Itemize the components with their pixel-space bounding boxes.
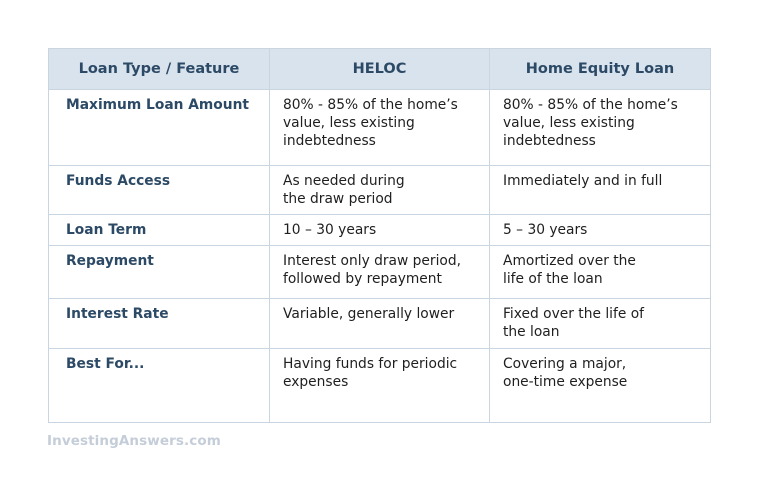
heloc-text: 80% - 85% of the home’s value, less existing indebtedness (283, 97, 458, 149)
row-feature-label (49, 349, 270, 423)
row-feature-label (49, 299, 270, 349)
watermark-logo-text: InvestingAnswers.com (47, 433, 221, 449)
home-equity-text: Immediately and in full (503, 173, 663, 189)
row-feature-label (49, 166, 270, 215)
heloc-text: As needed during the draw period (283, 173, 405, 207)
heloc-cell (270, 246, 490, 299)
row-feature-label (49, 90, 270, 166)
header-home-equity-loan: Home Equity Loan (490, 49, 711, 90)
heloc-cell (270, 166, 490, 215)
home-equity-text: 80% - 85% of the home’s value, less existing indebtedness (503, 97, 678, 149)
home-equity-cell (490, 349, 711, 423)
home-equity-cell (490, 166, 711, 215)
home-equity-text: Covering a major, one-time expense (503, 356, 628, 390)
heloc-cell (270, 90, 490, 166)
feature-text: Funds Access (66, 173, 171, 189)
home-equity-cell (490, 299, 711, 349)
table-row (49, 349, 711, 423)
header-heloc: HELOC (270, 49, 490, 90)
heloc-cell (270, 215, 490, 246)
header-feature: Loan Type / Feature (49, 49, 270, 90)
header-row (49, 49, 711, 90)
feature-text: Interest Rate (66, 306, 169, 322)
home-equity-text: Amortized over the life of the loan (503, 253, 636, 287)
home-equity-cell (490, 90, 711, 166)
feature-text: Maximum Loan Amount (66, 97, 250, 113)
row-feature-label (49, 215, 270, 246)
heloc-text: Variable, generally lower (283, 306, 455, 322)
home-equity-text: 5 – 30 years (503, 222, 588, 238)
home-equity-cell (490, 246, 711, 299)
table-row (49, 215, 711, 246)
heloc-text: Having funds for periodic expenses (283, 356, 458, 390)
row-feature-label (49, 246, 270, 299)
table-row (49, 166, 711, 215)
feature-text: Repayment (66, 253, 154, 269)
heloc-text: 10 – 30 years (283, 222, 377, 238)
heloc-text: Interest only draw period, followed by repayment (283, 253, 462, 287)
home-equity-cell (490, 215, 711, 246)
table-row (49, 90, 711, 166)
home-equity-text: Fixed over the life of the loan (503, 306, 645, 340)
feature-text: Best For... (66, 356, 145, 372)
table-row (49, 246, 711, 299)
heloc-cell (270, 299, 490, 349)
feature-text: Loan Term (66, 222, 147, 238)
heloc-cell (270, 349, 490, 423)
comparison-table (48, 48, 711, 423)
table-row (49, 299, 711, 349)
